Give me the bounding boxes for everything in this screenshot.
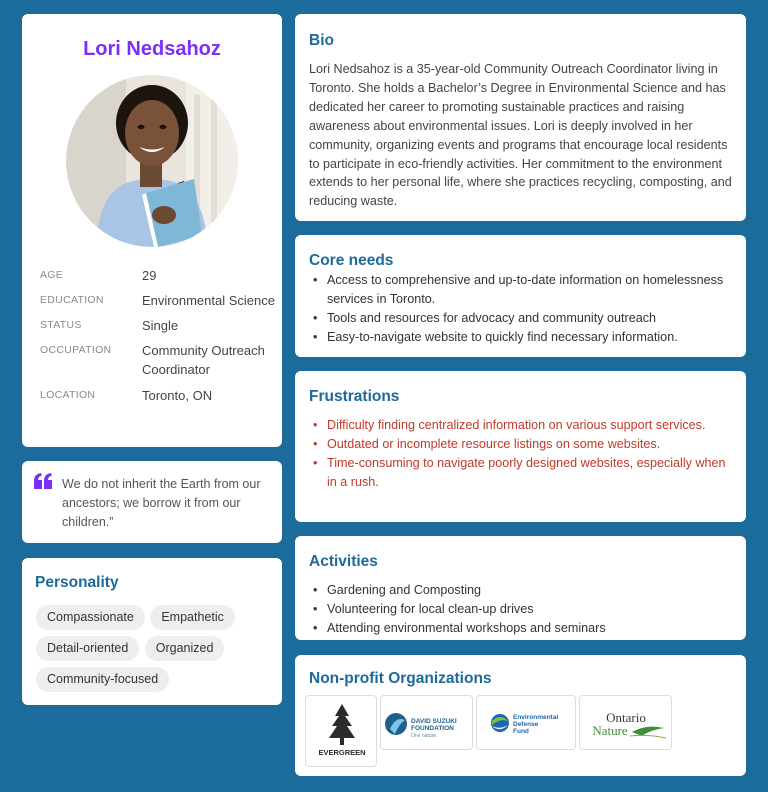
bio-title: Bio bbox=[309, 32, 334, 49]
logo-text: Defense bbox=[513, 721, 539, 728]
logo-text: EVERGREEN bbox=[318, 748, 366, 757]
frustrations-list bbox=[309, 416, 734, 492]
logo-text: Environmental bbox=[513, 714, 559, 721]
personality-tag: Detail-oriented bbox=[36, 636, 139, 661]
dsf-emblem-icon bbox=[381, 696, 474, 751]
quote-mark-icon bbox=[34, 473, 52, 489]
ontario-nature-bird-icon bbox=[580, 696, 673, 751]
field-label: LOCATION bbox=[40, 389, 96, 401]
personality-card bbox=[22, 558, 282, 705]
edf-emblem-icon bbox=[477, 696, 577, 751]
core-needs-card bbox=[295, 235, 746, 357]
list-item: • Outdated or incomplete resource listings on some websites. bbox=[309, 435, 734, 454]
evergreen-logo[interactable] bbox=[305, 695, 377, 767]
nonprofit-orgs-card bbox=[295, 655, 746, 776]
personality-tag: Compassionate bbox=[36, 605, 145, 630]
logo-text: Fund bbox=[513, 728, 529, 735]
frustrations-title: Frustrations bbox=[309, 388, 400, 405]
ontario-nature-logo[interactable] bbox=[579, 695, 672, 750]
list-item: • Access to comprehensive and up-to-date information on homelessness services in Toronto. bbox=[309, 271, 734, 309]
list-item: • Gardening and Composting bbox=[309, 581, 734, 600]
frustrations-card bbox=[295, 371, 746, 522]
list-item: • Tools and resources for advocacy and community outreach bbox=[309, 309, 734, 328]
list-item: • Difficulty finding centralized information on various support services. bbox=[309, 416, 734, 435]
logo-text: One nature. bbox=[411, 733, 438, 739]
field-value: Environmental Science bbox=[142, 293, 275, 308]
field-value: Toronto, ON bbox=[142, 388, 213, 403]
field-value: Community Outreach Coordinator bbox=[142, 343, 265, 377]
evergreen-tree-icon bbox=[306, 696, 378, 768]
logo-text: Ontario bbox=[606, 710, 646, 725]
field-label: EDUCATION bbox=[40, 294, 104, 306]
personality-title: Personality bbox=[35, 574, 119, 591]
personality-tags bbox=[36, 605, 276, 698]
core-needs-title: Core needs bbox=[309, 252, 394, 269]
david-suzuki-foundation-logo[interactable] bbox=[380, 695, 473, 750]
activities-card bbox=[295, 536, 746, 640]
activities-title: Activities bbox=[309, 553, 378, 570]
bio-card bbox=[295, 14, 746, 221]
field-label: AGE bbox=[40, 269, 64, 281]
quote-text: We do not inherit the Earth from our ancestors; we borrow it from our children.” bbox=[62, 477, 261, 529]
list-item: • Time-consuming to navigate poorly designed websites, especially when in a rush. bbox=[309, 454, 734, 492]
bio-text: Lori Nedsahoz is a 35-year-old Community Outreach Coordinator living in Toronto. She holds a Bachelor’s Degree in Environmental Science and has dedicated her career to promoting sustainable practices and raising awareness about environmental issues. Lori is deeply involved in her community, organizing events and programs that encourage local residents to participate in eco-friendly activities. Her commitment to the environment extends to her personal life, where she practices recycling, composting, and reducing waste. bbox=[309, 62, 732, 209]
field-label: STATUS bbox=[40, 319, 82, 331]
logo-text: DAVID SUZUKI bbox=[411, 718, 457, 725]
personality-tag: Empathetic bbox=[150, 605, 235, 630]
field-value: 29 bbox=[142, 268, 157, 283]
field-label: OCCUPATION bbox=[40, 344, 112, 356]
personality-tag: Organized bbox=[145, 636, 225, 661]
profile-card bbox=[22, 14, 282, 447]
orgs-title: Non-profit Organizations bbox=[309, 670, 492, 687]
activities-list bbox=[309, 581, 734, 638]
logo-text: Nature bbox=[592, 723, 628, 738]
field-value: Single bbox=[142, 318, 179, 333]
logo-text: FOUNDATION bbox=[411, 725, 454, 732]
persona-name: Lori Nedsahoz bbox=[83, 38, 221, 60]
list-item: • Attending environmental workshops and seminars bbox=[309, 619, 734, 638]
personality-tag: Community-focused bbox=[36, 667, 169, 692]
environmental-defense-fund-logo[interactable] bbox=[476, 695, 576, 750]
core-needs-list bbox=[309, 271, 734, 347]
quote-card bbox=[22, 461, 282, 543]
list-item: • Easy-to-navigate website to quickly find necessary information. bbox=[309, 328, 734, 347]
list-item: • Volunteering for local clean-up drives bbox=[309, 600, 734, 619]
avatar bbox=[66, 75, 238, 247]
